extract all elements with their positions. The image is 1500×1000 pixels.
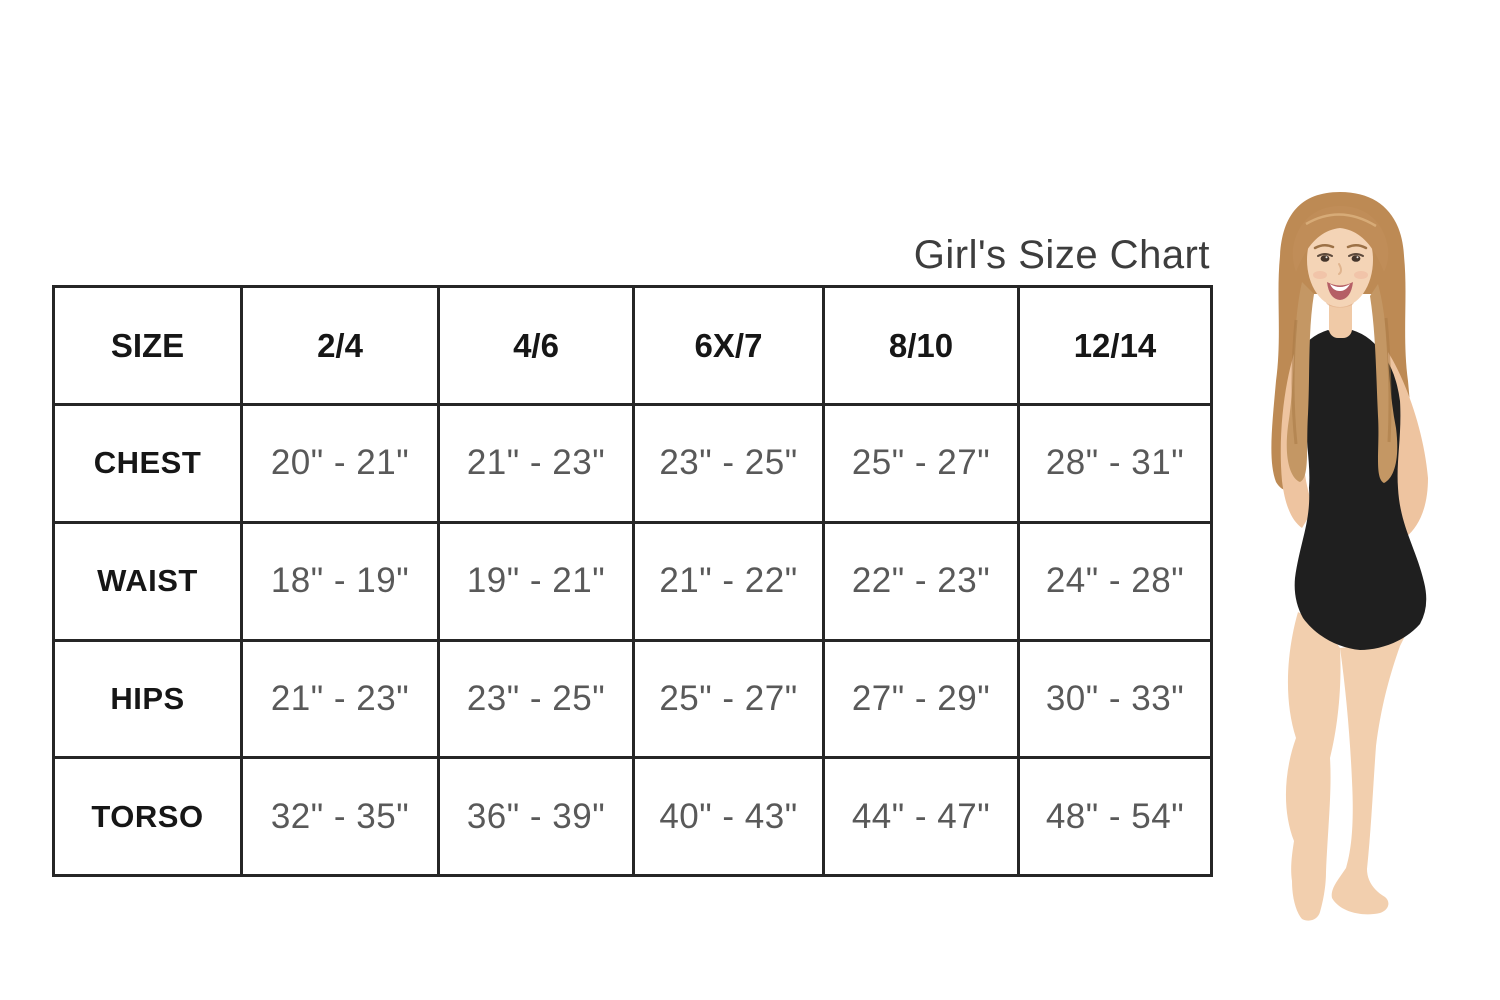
- chest-value: 20" - 21": [242, 405, 439, 523]
- torso-value: 40" - 43": [634, 758, 824, 876]
- column-header-size: SIZE: [54, 287, 242, 405]
- chest-value: 28" - 31": [1019, 405, 1212, 523]
- girl-left-blush: [1313, 271, 1327, 279]
- column-header-4-6: 4/6: [439, 287, 634, 405]
- column-header-8-10: 8/10: [824, 287, 1019, 405]
- column-header-2-4: 2/4: [242, 287, 439, 405]
- table-row-chest: [54, 405, 1212, 523]
- hips-value: 25" - 27": [634, 640, 824, 758]
- chest-value: 25" - 27": [824, 405, 1019, 523]
- girl-left-leg: [1286, 612, 1341, 921]
- row-label-hips: HIPS: [54, 640, 242, 758]
- chest-value: 23" - 25": [634, 405, 824, 523]
- waist-value: 19" - 21": [439, 522, 634, 640]
- torso-value: 36" - 39": [439, 758, 634, 876]
- torso-value: 48" - 54": [1019, 758, 1212, 876]
- waist-value: 21" - 22": [634, 522, 824, 640]
- row-label-torso: TORSO: [54, 758, 242, 876]
- row-label-chest: CHEST: [54, 405, 242, 523]
- table-header-row: [54, 287, 1212, 405]
- waist-value: 24" - 28": [1019, 522, 1212, 640]
- hips-value: 27" - 29": [824, 640, 1019, 758]
- girl-right-leg: [1332, 612, 1416, 914]
- table-row-waist: [54, 522, 1212, 640]
- girl-model-photo: [1240, 186, 1492, 936]
- girl-left-eye: [1321, 255, 1330, 262]
- torso-value: 32" - 35": [242, 758, 439, 876]
- waist-value: 22" - 23": [824, 522, 1019, 640]
- table-row-torso: [54, 758, 1212, 876]
- column-header-12-14: 12/14: [1019, 287, 1212, 405]
- row-label-waist: WAIST: [54, 522, 242, 640]
- torso-value: 44" - 47": [824, 758, 1019, 876]
- hips-value: 30" - 33": [1019, 640, 1212, 758]
- table-row-hips: [54, 640, 1212, 758]
- girl-right-blush: [1354, 271, 1368, 279]
- size-chart-table: [52, 285, 1213, 877]
- chest-value: 21" - 23": [439, 405, 634, 523]
- girl-right-eye: [1352, 255, 1361, 262]
- page-title: Girl's Size Chart: [913, 233, 1210, 277]
- waist-value: 18" - 19": [242, 522, 439, 640]
- column-header-6x-7: 6X/7: [634, 287, 824, 405]
- hips-value: 21" - 23": [242, 640, 439, 758]
- hips-value: 23" - 25": [439, 640, 634, 758]
